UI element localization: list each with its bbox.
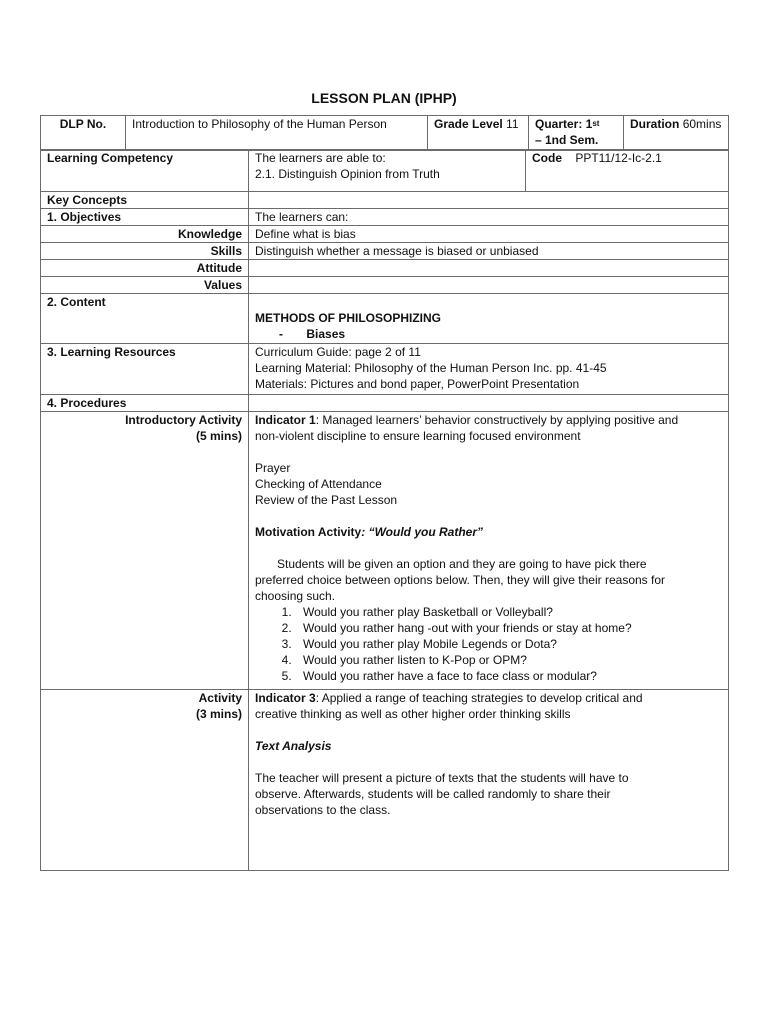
- activity-para1: The teacher will present a picture of texts that the students will have to: [255, 771, 629, 785]
- intro-activity-label: Introductory Activity: [125, 413, 242, 427]
- resources-row: [41, 344, 729, 395]
- duration-value: 60mins: [682, 117, 722, 131]
- page-title: LESSON PLAN (IPHP): [311, 90, 457, 106]
- activity-row: [41, 690, 729, 871]
- resources-line2: Learning Material: Philosophy of the Human Person Inc. pp. 41-45: [255, 361, 607, 375]
- procedures-row: [41, 395, 729, 412]
- indicator-1-text2: non-violent discipline to ensure learning focused environment: [255, 429, 581, 443]
- activity-para2: observe. Afterwards, students will be called randomly to share their: [255, 787, 611, 801]
- skills-row: [41, 243, 729, 260]
- question-item: 3. Would you rather play Mobile Legends or Dota?: [295, 636, 722, 652]
- quarter-cell: [529, 116, 624, 151]
- competency-label: Learning Competency: [41, 150, 249, 192]
- objectives-intro: The learners can:: [249, 209, 729, 226]
- text-analysis-title: Text Analysis: [255, 739, 332, 753]
- objectives-label: 1. Objectives: [41, 209, 249, 226]
- grade-value: 11: [506, 117, 519, 131]
- content-heading: METHODS OF PHILOSOPHIZING: [255, 311, 442, 325]
- motivation-label: Motivation Activity: [255, 525, 362, 539]
- question-item: 5. Would you rather have a face to face class or modular?: [295, 668, 722, 684]
- knowledge-row: [41, 226, 729, 243]
- question-item: 2. Would you rather hang -out with your friends or stay at home?: [295, 620, 722, 636]
- content-sub: Biases: [306, 327, 346, 341]
- header-table: [40, 115, 729, 151]
- resources-cell: [249, 344, 729, 395]
- knowledge-value: Define what is bias: [249, 226, 729, 243]
- intro-activity-label-cell: [41, 412, 249, 690]
- key-concepts-row: [41, 192, 729, 209]
- competency-line1: The learners are able to:: [255, 151, 386, 165]
- indicator-3-text1: : Applied a range of teaching strategies to develop critical and: [315, 691, 643, 705]
- resources-label: 3. Learning Resources: [41, 344, 249, 395]
- attitude-label: Attitude: [41, 260, 249, 277]
- values-label: Values: [41, 277, 249, 294]
- indicator-1-label: Indicator 1: [255, 413, 316, 427]
- content-row: [41, 294, 729, 344]
- question-item: 1. Would you rather play Basketball or Volleyball?: [295, 604, 722, 620]
- activity-label-cell: [41, 690, 249, 871]
- code-label: Code: [532, 151, 562, 165]
- prayer-item: Prayer: [255, 461, 291, 475]
- content-label: 2. Content: [41, 294, 249, 344]
- intro-activity-cell: [249, 412, 729, 690]
- procedures-label: 4. Procedures: [41, 395, 249, 412]
- knowledge-label: Knowledge: [41, 226, 249, 243]
- skills-value: Distinguish whether a message is biased or unbiased: [249, 243, 729, 260]
- competency-text: [249, 150, 526, 192]
- duration-label: Duration: [630, 117, 680, 131]
- indicator-3-text2: creative thinking as well as other higher order thinking skills: [255, 707, 571, 721]
- resources-line1: Curriculum Guide: page 2 of 11: [255, 345, 421, 359]
- quarter-sem: – 1nd Sem.: [535, 133, 599, 147]
- dlp-label: DLP No.: [41, 116, 126, 151]
- activity-para3: observations to the class.: [255, 803, 391, 817]
- content-cell: [249, 294, 729, 344]
- intro-activity-time: (5 mins): [195, 429, 242, 443]
- quarter-label: Quarter: 1: [535, 117, 593, 131]
- review-item: Review of the Past Lesson: [255, 493, 398, 507]
- skills-label: Skills: [41, 243, 249, 260]
- motivation-para2: preferred choice between options below. Then, they will give their reasons for: [255, 573, 666, 587]
- intro-activity-row: [41, 412, 729, 690]
- subject-title: Introduction to Philosophy of the Human Person: [126, 116, 428, 151]
- question-list: [255, 604, 722, 684]
- competency-row: [41, 150, 729, 192]
- resources-line3: Materials: Pictures and bond paper, PowerPoint Presentation: [255, 377, 580, 391]
- competency-line2: 2.1. Distinguish Opinion from Truth: [255, 167, 440, 181]
- motivation-title: : “Would you Rather”: [361, 525, 484, 539]
- question-item: 4. Would you rather listen to K-Pop or OPM?: [295, 652, 722, 668]
- indicator-1-text1: : Managed learners’ behavior constructively by applying positive and: [315, 413, 679, 427]
- content-dash: -: [279, 327, 283, 341]
- activity-time: (3 mins): [195, 707, 242, 721]
- key-concepts-label: Key Concepts: [41, 192, 249, 209]
- lesson-table: [40, 149, 729, 871]
- attitude-row: [41, 260, 729, 277]
- grade-label: Grade Level: [434, 117, 503, 131]
- activity-label: Activity: [198, 691, 242, 705]
- quarter-sup: st: [592, 119, 600, 128]
- motivation-para1: Students will be given an option and they are going to have pick there: [277, 557, 647, 571]
- grade-cell: [428, 116, 529, 151]
- code-cell: [526, 150, 729, 192]
- duration-cell: [624, 116, 729, 151]
- activity-cell: [249, 690, 729, 871]
- values-row: [41, 277, 729, 294]
- objectives-row: [41, 209, 729, 226]
- motivation-para3: choosing such.: [255, 589, 336, 603]
- indicator-3-label: Indicator 3: [255, 691, 316, 705]
- attendance-item: Checking of Attendance: [255, 477, 382, 491]
- code-value: PPT11/12-Ic-2.1: [575, 151, 662, 165]
